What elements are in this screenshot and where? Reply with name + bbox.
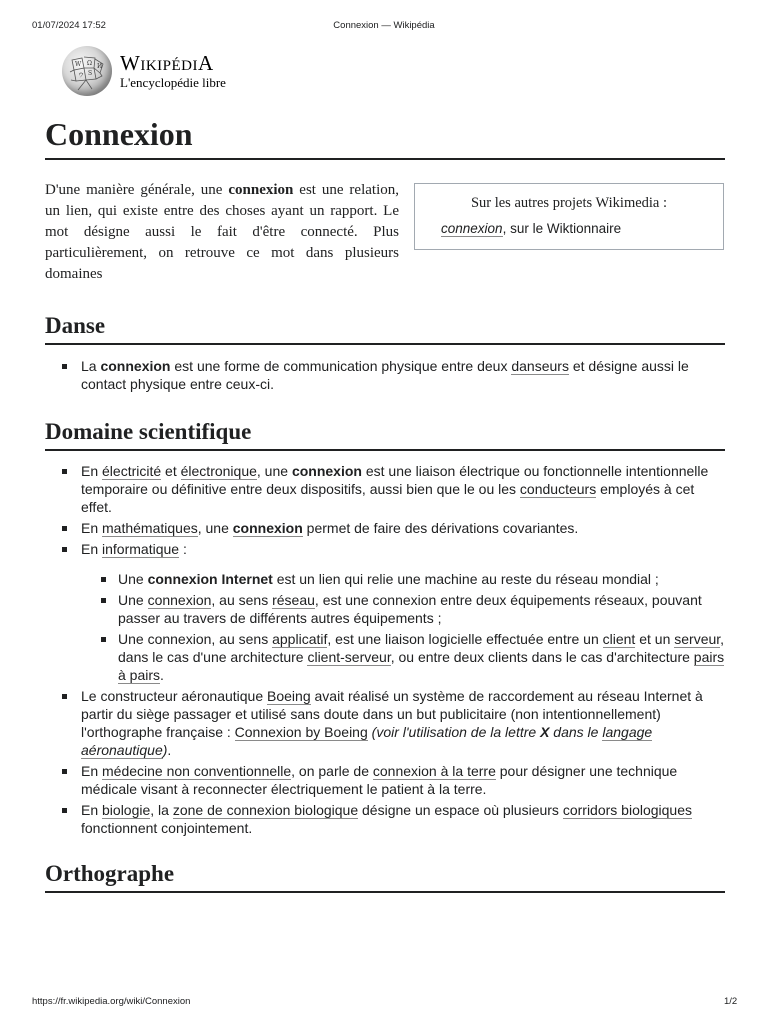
- list-item: [45, 801, 725, 837]
- link-electricite[interactable]: électricité: [102, 463, 162, 479]
- text: et désigne aussi le contact physique entre ceux-ci.: [81, 358, 689, 392]
- bold-term: connexion Internet: [147, 571, 273, 587]
- link-informatique[interactable]: informatique: [102, 541, 180, 557]
- text: avait réalisé un système de raccordement au réseau Internet à partir du siège passager et utilisé sans doute dans un but publicitaire (non intentionnellement) l'orthographe française :: [81, 688, 703, 740]
- sub-list-item: [45, 591, 725, 627]
- text: , la: [150, 802, 173, 818]
- link-mathematiques[interactable]: mathématiques: [102, 520, 198, 536]
- wordmark-rest: IKIPÉDI: [140, 58, 198, 74]
- print-datetime: 01/07/2024 17:52: [32, 20, 106, 31]
- svg-text:Ѕ: Ѕ: [88, 70, 93, 77]
- wikipedia-logo[interactable]: [62, 46, 322, 100]
- list-item: [45, 687, 725, 759]
- print-footer-page-number: 1/2: [724, 996, 738, 1007]
- section-heading-domaine-scientifique: Domaine scientifique: [45, 415, 725, 451]
- text: , une: [197, 520, 233, 536]
- link-zone-de-connexion-biologique[interactable]: zone de connexion biologique: [172, 802, 359, 818]
- sister-projects-box: [414, 183, 724, 250]
- list-item: [45, 462, 725, 516]
- text: (voir l'utilisation de la lettre: [371, 724, 541, 740]
- text: Une connexion, au sens: [118, 631, 273, 647]
- text: est un lien qui relie une machine au reste du réseau mondial ;: [272, 571, 659, 587]
- svg-text:Ω: Ω: [87, 60, 92, 67]
- text: , ou entre deux clients dans le cas d'architecture: [390, 649, 694, 665]
- link-electronique[interactable]: électronique: [180, 463, 257, 479]
- text: , au sens: [211, 592, 273, 608]
- text: En: [81, 541, 103, 557]
- page-title: Connexion: [45, 110, 725, 160]
- list-item: [45, 540, 725, 558]
- intro-text-2: est une relation, un lien, qui existe entre des choses ayant un rapport. Le mot désigne aussi le fait d'être connecté. Plus particulièrement, on retrouve ce mot dans plusieurs domaines: [45, 182, 399, 282]
- text: .: [160, 667, 164, 683]
- wordmark-w: W: [120, 51, 141, 75]
- sub-list-item: [45, 630, 725, 684]
- text: est une forme de communication physique entre deux: [170, 358, 512, 374]
- print-page-title: Connexion — Wikipédia: [333, 20, 435, 31]
- print-header: [0, 0, 768, 31]
- text: pour désigner une technique médicale visant à reconnecter électriquement le patient à la terre.: [81, 763, 678, 797]
- text: employés à cet effet.: [81, 481, 695, 515]
- wikipedia-tagline: L'encyclopédie libre: [120, 75, 226, 90]
- link-boeing[interactable]: Boeing: [267, 688, 311, 704]
- text: , est une connexion entre deux équipements réseaux, pouvant passer au travers de différents autres équipements ;: [118, 592, 702, 626]
- link-applicatif[interactable]: applicatif: [272, 631, 328, 647]
- link-connexion-by-boeing[interactable]: Connexion by Boeing: [234, 724, 368, 740]
- wiktionary-link[interactable]: connexion: [441, 221, 503, 236]
- print-footer-url: https://fr.wikipedia.org/wiki/Connexion: [32, 996, 191, 1007]
- puzzle-globe-icon: [62, 46, 112, 96]
- section-heading-danse: Danse: [45, 309, 725, 345]
- sister-entry-rest: , sur le Wiktionnaire: [502, 221, 622, 236]
- link-danseurs[interactable]: danseurs: [511, 358, 569, 374]
- intro-bold-term: connexion: [228, 182, 294, 198]
- list-item: [45, 357, 725, 393]
- link-reseau[interactable]: réseau: [272, 592, 315, 608]
- link-serveur[interactable]: serveur: [674, 631, 721, 647]
- link-connexion-reseau[interactable]: connexion: [147, 592, 212, 608]
- text: ): [162, 742, 168, 758]
- text: .: [167, 742, 172, 758]
- text: En: [81, 520, 103, 536]
- svg-text:И: И: [97, 63, 103, 70]
- text: permet de faire des dérivations covariantes.: [302, 520, 579, 536]
- text: Une: [118, 592, 148, 608]
- text: fonctionnent conjointement.: [81, 820, 253, 836]
- text: dans le: [549, 724, 603, 740]
- wordmark-a: A: [197, 51, 214, 75]
- text: En: [81, 763, 103, 779]
- link-client-serveur[interactable]: client-serveur: [307, 649, 391, 665]
- intro-text-1: D'une manière générale, une: [45, 182, 229, 198]
- sci-list: [45, 462, 725, 837]
- text: En: [81, 463, 103, 479]
- text: , une: [256, 463, 292, 479]
- svg-text:ウ: ウ: [78, 72, 85, 79]
- link-biologie[interactable]: biologie: [102, 802, 151, 818]
- text: Une: [118, 571, 148, 587]
- link-medecine-non-conventionnelle[interactable]: médecine non conventionnelle: [102, 763, 292, 779]
- section-heading-orthographe: Orthographe: [45, 857, 725, 893]
- text: est une liaison électrique ou fonctionnelle intentionnelle temporaire ou définitive entre deux dispositifs, aussi bien que le ou les: [81, 463, 709, 497]
- sister-projects-entry: [441, 221, 723, 236]
- link-client[interactable]: client: [602, 631, 636, 647]
- text: , dans le cas d'une architecture: [118, 631, 725, 665]
- link-connexion-a-la-terre[interactable]: connexion à la terre: [372, 763, 496, 779]
- text: :: [179, 541, 187, 557]
- sister-projects-heading: Sur les autres projets Wikimedia :: [470, 195, 668, 211]
- wikipedia-wordmark: [120, 51, 214, 76]
- sub-list-item: [45, 570, 725, 588]
- list-item: [45, 762, 725, 798]
- link-langage-aeronautique[interactable]: langage aéronautique: [81, 724, 653, 758]
- text: désigne un espace où plusieurs: [358, 802, 563, 818]
- intro-paragraph: [45, 180, 399, 285]
- text: , est une liaison logicielle effectuée entre un: [327, 631, 603, 647]
- link-corridors-biologiques[interactable]: corridors biologiques: [562, 802, 693, 818]
- text: En: [81, 802, 103, 818]
- text: La: [81, 358, 101, 374]
- bold-term: connexion: [291, 463, 362, 479]
- list-item: [45, 519, 725, 537]
- link-conducteurs[interactable]: conducteurs: [519, 481, 597, 497]
- text: Le constructeur aéronautique: [81, 688, 268, 704]
- bold-term: connexion: [100, 358, 171, 374]
- bold-letter: X: [540, 724, 550, 740]
- danse-list: [45, 357, 725, 393]
- link-pairs-a-pairs[interactable]: pairs à pairs: [118, 649, 725, 683]
- article-content: [45, 110, 725, 893]
- text: , on parle de: [291, 763, 373, 779]
- intro-section: [45, 180, 725, 290]
- svg-text:W: W: [75, 61, 82, 68]
- link-connexion-math[interactable]: connexion: [232, 520, 303, 536]
- text: et un: [635, 631, 675, 647]
- text: et: [161, 463, 181, 479]
